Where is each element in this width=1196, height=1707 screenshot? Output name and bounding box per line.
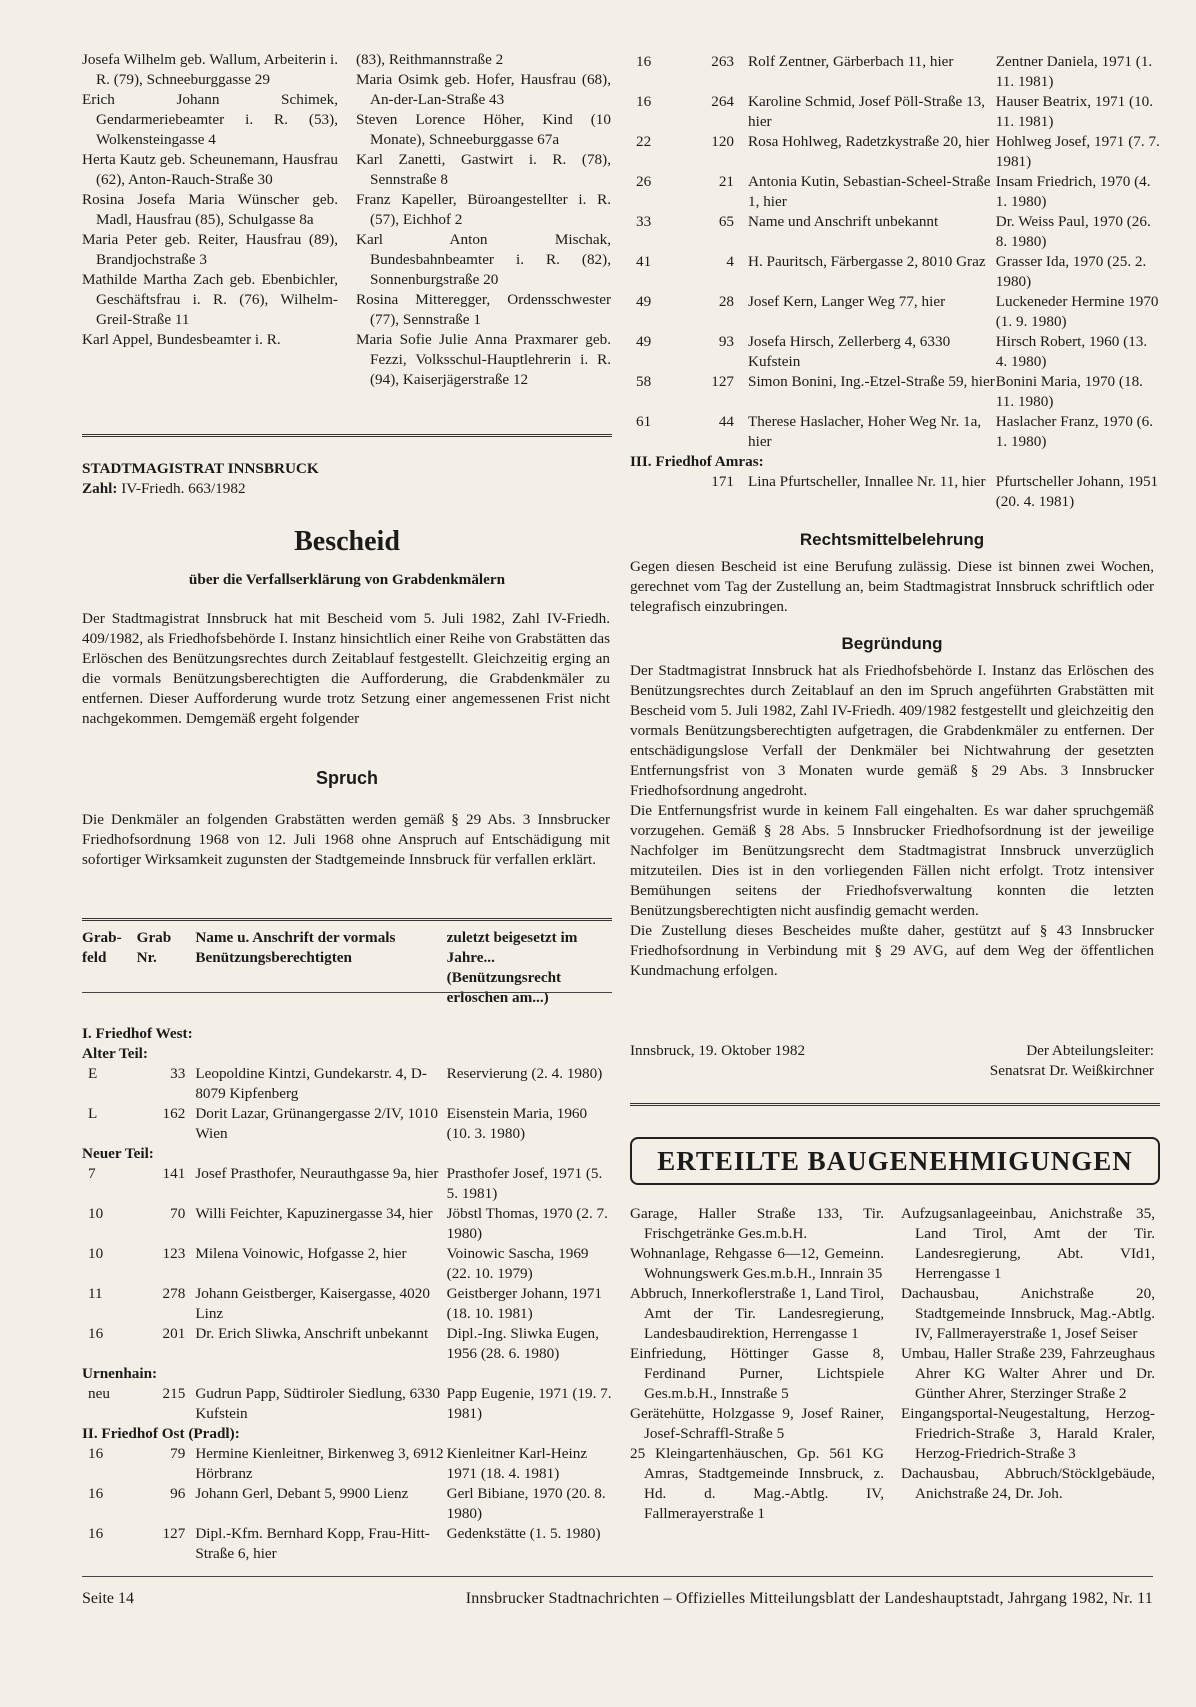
notice-title: Bescheid xyxy=(294,526,400,557)
section-label: III. Friedhof Amras: xyxy=(630,453,764,470)
cell-feld: E xyxy=(88,1065,98,1082)
header-rule xyxy=(82,992,612,993)
cell-name: Milena Voinowic, Hofgasse 2, hier xyxy=(195,1245,407,1262)
cell-name: Lina Pfurtscheller, Innallee Nr. 11, hier xyxy=(748,473,986,490)
permit-entry: Gerätehütte, Holzgasse 9, Josef Rainer, Josef-Schraffl-Straße 5 xyxy=(630,1405,884,1442)
cell-feld: 10 xyxy=(88,1205,104,1222)
cell-name: Simon Bonini, Ing.-Etzel-Straße 59, hier xyxy=(748,373,995,390)
signature-role: Der Abteilungsleiter: xyxy=(1026,1042,1154,1059)
cell-last: Eisenstein Maria, 1960 (10. 3. 1980) xyxy=(446,1105,588,1142)
obituary-entry: (83), Reithmannstraße 2 xyxy=(356,51,504,68)
cell-name: H. Pauritsch, Färbergasse 2, 8010 Graz xyxy=(748,253,986,270)
begruendung-heading: Begründung xyxy=(841,634,943,653)
table-row xyxy=(630,472,1160,512)
zahl-value: IV-Friedh. 663/1982 xyxy=(121,480,246,497)
cell-name: Josefa Hirsch, Zellerberg 4, 6330 Kufstein xyxy=(748,333,951,370)
table-section xyxy=(630,452,1160,472)
cell-nr: 127 xyxy=(711,373,734,390)
cell-nr: 171 xyxy=(711,473,734,490)
cell-nr: 65 xyxy=(718,213,734,230)
cell-name: Rosa Hohlweg, Radetzkystraße 20, hier xyxy=(748,133,990,150)
zahl-label: Zahl: xyxy=(82,480,118,497)
cell-last: Bonini Maria, 1970 (18. 11. 1980) xyxy=(995,373,1143,410)
table-section xyxy=(82,1008,612,1044)
cell-feld: 41 xyxy=(636,253,652,270)
permit-entry: 25 Kleingartenhäuschen, Gp. 561 KG Amras, Stadtgemeinde Innsbruck, z. Hd. d. Mag.-Abtlg. IV, Fallmerayerstraße 1 xyxy=(630,1445,884,1522)
cell-name: Antonia Kutin, Sebastian-Scheel-Straße 1, hier xyxy=(748,173,991,210)
bau-column-2 xyxy=(901,1204,1155,1504)
begruendung-p1: Der Stadtmagistrat Innsbruck hat als Friedhofsbehörde I. Instanz das Erlöschen des Benützungsrechtes durch Zeitablauf an den im Spruch angeführten Grabstätten mit Bescheid vom 5. Juli 1982, Zahl IV-Friedh. 409/1982 festgestellt und gleichzeitig den vormals Benützungsberechtigten aufgetragen, die Grabdenkmäler zu entfernen. Der entschädigungslose Verfall der Denkmäler bei Nichtwahrung der gesetzten Entfernungsfrist von 3 Monaten wurde gemäß § 29 Abs. 3 Innsbrucker Friedhofsordnung angedroht. xyxy=(630,662,1154,799)
cell-feld xyxy=(630,472,684,512)
cell-nr: 93 xyxy=(718,333,734,350)
cell-feld: 16 xyxy=(636,93,652,110)
signature-name: Senatsrat Dr. Weißkirchner xyxy=(989,1062,1154,1079)
table-row xyxy=(82,1244,612,1284)
cell-feld: 16 xyxy=(88,1525,104,1542)
cell-last: Dr. Weiss Paul, 1970 (26. 8. 1980) xyxy=(995,213,1151,250)
cell-last: Insam Friedrich, 1970 (4. 1. 1980) xyxy=(995,173,1151,210)
obituary-entry: Rosina Mitteregger, Ordensschwester (77), Sennstraße 1 xyxy=(356,291,611,328)
table-row xyxy=(82,1384,612,1424)
table-section xyxy=(82,1044,612,1064)
cell-nr: 33 xyxy=(170,1065,186,1082)
spruch-heading: Spruch xyxy=(315,768,378,788)
cell-feld: 11 xyxy=(88,1285,103,1302)
permit-entry: Wohnanlage, Rehgasse 6—12, Gemeinn. Wohnungswerk Ges.m.b.H., Innrain 35 xyxy=(630,1245,884,1282)
table-top-rule xyxy=(82,918,612,921)
cell-feld: 10 xyxy=(88,1245,104,1262)
obituary-entry: Mathilde Martha Zach geb. Ebenbichler, Geschäftsfrau i. R. (76), Wilhelm-Greil-Straße 11 xyxy=(82,271,338,328)
cell-feld: L xyxy=(88,1105,98,1122)
obituary-entry: Rosina Josefa Maria Wünscher geb. Madl, Hausfrau (85), Schulgasse 8a xyxy=(82,191,338,228)
table-section xyxy=(82,1144,612,1164)
cell-name: Karoline Schmid, Josef Pöll-Straße 13, hier xyxy=(748,93,986,130)
cell-nr: 201 xyxy=(162,1325,186,1342)
notice-zahl xyxy=(82,479,612,499)
table-row xyxy=(630,172,1160,212)
table-row xyxy=(82,1284,612,1324)
table-row xyxy=(82,1444,612,1484)
cell-feld: 22 xyxy=(636,133,652,150)
notice-subtitle: über die Verfallserklärung von Grabdenkmälern xyxy=(188,571,506,588)
cell-feld: 49 xyxy=(636,293,652,310)
table-section xyxy=(82,1364,612,1384)
table-section xyxy=(82,1424,612,1444)
cell-name: Johann Gerl, Debant 5, 9900 Lienz xyxy=(195,1485,409,1502)
section-label: Alter Teil: xyxy=(82,1045,148,1062)
cell-feld: 16 xyxy=(88,1445,104,1462)
table-row xyxy=(82,1104,612,1144)
header-nr: Grab Nr. xyxy=(136,929,172,966)
cell-nr: 79 xyxy=(170,1445,186,1462)
cell-last: Jöbstl Thomas, 1970 (2. 7. 1980) xyxy=(446,1205,608,1242)
bottom-rule xyxy=(82,1576,1153,1577)
obituary-entry: Karl Anton Mischak, Bundesbahnbeamter i. R. (82), Sonnenburgstraße 20 xyxy=(356,231,611,288)
rechtsmittel-heading: Rechtsmittelbelehrung xyxy=(799,530,985,549)
cell-last: Geistberger Johann, 1971 (18. 10. 1981) xyxy=(446,1285,603,1322)
spruch-text: Die Denkmäler an folgenden Grabstätten werden gemäß § 29 Abs. 3 Innsbrucker Friedhofsordnung 1968 von 12. Juli 1968 ohne Anspruch auf Entschädigung mit sofortiger Wirksamkeit zugunsten der Stadtgemeinde Innsbruck für verfallen erklärt. xyxy=(82,811,610,868)
header-feld: Grab- feld xyxy=(82,929,122,966)
cell-name: Rolf Zentner, Gärberbach 11, hier xyxy=(748,53,954,70)
table-row xyxy=(630,372,1160,412)
cell-last: Zentner Daniela, 1971 (1. 11. 1981) xyxy=(995,53,1153,90)
cell-nr: 123 xyxy=(162,1245,186,1262)
obituary-entry: Erich Johann Schimek, Gendarmeriebeamter i. R. (53), Wolkensteingasse 4 xyxy=(82,91,338,148)
cell-nr: 70 xyxy=(170,1205,186,1222)
cell-nr: 141 xyxy=(162,1165,186,1182)
cell-feld: 49 xyxy=(636,333,652,350)
begruendung-p2: Die Entfernungsfrist wurde in keinem Fall eingehalten. Es war daher spruchgemäß vorzugehen. Gemäß § 28 Abs. 5 Innsbrucker Friedhofsordnung ist der jeweilige Nachfolger im Benützungsrecht dem Stadtmagistrat Innsbruck unverzüglich mitzuteilen. Dies ist in den vorliegenden Fällen nicht erfolgt. Trotz intensiver Bemühungen seitens der Friedhofsverwaltung konnten die letzten Benützungsberechtigten nicht ausfindig gemacht werden. xyxy=(630,802,1154,919)
section-label: I. Friedhof West: xyxy=(82,1025,193,1042)
table-row xyxy=(630,132,1160,172)
cell-feld: 16 xyxy=(88,1325,104,1342)
cell-last: Haslacher Franz, 1970 (6. 1. 1980) xyxy=(995,413,1154,450)
header-last: zuletzt beigesetzt im Jahre... (Benützungsrecht erloschen am...) xyxy=(446,929,578,1006)
cell-nr: 263 xyxy=(711,53,734,70)
obituary-entry: Steven Lorence Höher, Kind (10 Monate), Schneeburggasse 67a xyxy=(356,111,611,148)
cell-name: Willi Feichter, Kapuzinergasse 34, hier xyxy=(195,1205,433,1222)
divider-right xyxy=(630,1103,1160,1106)
notice-issuer: STADTMAGISTRAT INNSBRUCK xyxy=(82,460,319,477)
cell-feld: neu xyxy=(88,1385,110,1402)
table-row xyxy=(630,252,1160,292)
cell-nr: 127 xyxy=(162,1525,186,1542)
obituary-entry: Herta Kautz geb. Scheunemann, Hausfrau (62), Anton-Rauch-Straße 30 xyxy=(82,151,338,188)
permit-entry: Eingangsportal-Neugestaltung, Herzog-Friedrich-Straße 3, Harald Kraler, Herzog-Friedrich-Straße 3 xyxy=(901,1405,1155,1462)
table-row xyxy=(630,412,1160,452)
cell-name: Leopoldine Kintzi, Gundekarstr. 4, D-8079 Kipfenberg xyxy=(195,1065,427,1102)
bau-column-1 xyxy=(630,1204,884,1524)
cell-last: Pfurtscheller Johann, 1951 (20. 4. 1981) xyxy=(995,473,1159,510)
obituary-entry: Maria Osimk geb. Hofer, Hausfrau (68), An-der-Lan-Straße 43 xyxy=(356,71,611,108)
table-row xyxy=(82,1484,612,1524)
cell-name: Hermine Kienleitner, Birkenweg 3, 6912 Hörbranz xyxy=(195,1445,444,1482)
obituary-entry: Maria Sofie Julie Anna Praxmarer geb. Fezzi, Volksschul-Hauptlehrerin i. R. (94), Kaiserjägerstraße 12 xyxy=(356,331,611,388)
table-row xyxy=(82,1064,612,1104)
cell-last: Prasthofer Josef, 1971 (5. 5. 1981) xyxy=(446,1165,603,1202)
obituary-column-1 xyxy=(82,50,338,350)
cell-name: Name und Anschrift unbekannt xyxy=(748,213,939,230)
header-name: Name u. Anschrift der vormals Benützungsberechtigten xyxy=(195,929,396,966)
cell-nr: 44 xyxy=(718,413,734,430)
table-row xyxy=(630,212,1160,252)
cell-name: Dorit Lazar, Grünangergasse 2/IV, 1010 Wien xyxy=(195,1105,438,1142)
cell-nr: 120 xyxy=(711,133,734,150)
table-row xyxy=(82,1524,612,1564)
begruendung-body xyxy=(630,661,1154,981)
cell-last: Reservierung (2. 4. 1980) xyxy=(446,1065,603,1082)
begruendung-p3: Die Zustellung dieses Bescheides mußte daher, gestützt auf § 43 Innsbrucker Friedhofsordnung in Verbindung mit § 29 AVG, auf dem Weg der öffentlichen Kundmachung erfolgen. xyxy=(630,922,1154,979)
table-row xyxy=(82,1164,612,1204)
cell-feld: 33 xyxy=(636,213,652,230)
cell-feld: 58 xyxy=(636,373,652,390)
table-row xyxy=(630,52,1160,92)
obituary-entry: Karl Appel, Bundesbeamter i. R. xyxy=(82,331,281,348)
cell-last: Hohlweg Josef, 1971 (7. 7. 1981) xyxy=(995,133,1160,170)
cell-last: Voinowic Sascha, 1969 (22. 10. 1979) xyxy=(446,1245,589,1282)
cell-nr: 264 xyxy=(711,93,734,110)
baugenehmigungen-title: ERTEILTE BAUGENEHMIGUNGEN xyxy=(630,1137,1160,1185)
cell-nr: 215 xyxy=(162,1385,186,1402)
cell-nr: 162 xyxy=(162,1105,186,1122)
obituary-entry: Josefa Wilhelm geb. Wallum, Arbeiterin i. R. (79), Schneeburggasse 29 xyxy=(82,51,338,88)
permit-entry: Garage, Haller Straße 133, Tir. Frischgetränke Ges.m.b.H. xyxy=(630,1205,884,1242)
divider xyxy=(82,434,612,437)
cell-name: Gudrun Papp, Südtiroler Siedlung, 6330 Kufstein xyxy=(195,1385,441,1422)
cell-nr: 28 xyxy=(718,293,734,310)
section-label: Urnenhain: xyxy=(82,1365,158,1382)
cell-name: Josef Kern, Langer Weg 77, hier xyxy=(748,293,946,310)
cell-last: Luckeneder Hermine 1970 (1. 9. 1980) xyxy=(995,293,1159,330)
cell-name: Dipl.-Kfm. Bernhard Kopp, Frau-Hitt-Straße 6, hier xyxy=(195,1525,430,1562)
table-row xyxy=(82,1324,612,1364)
cell-nr: 21 xyxy=(718,173,734,190)
graves-table-left xyxy=(82,928,612,1564)
permit-entry: Abbruch, Innerkoflerstraße 1, Land Tirol, Amt der Tir. Landesregierung, Landesbaudirektion, Herrengasse 1 xyxy=(630,1285,884,1342)
cell-name: Johann Geistberger, Kaisergasse, 4020 Linz xyxy=(195,1285,430,1322)
permit-entry: Dachausbau, Abbruch/Stöcklgebäude, Anichstraße 24, Dr. Joh. xyxy=(901,1465,1155,1502)
notice-intro: Der Stadtmagistrat Innsbruck hat mit Bescheid vom 5. Juli 1982, Zahl IV-Friedh. 409/1982, als Friedhofsbehörde I. Instanz hinsichtlich einer Reihe von Grabstätten das Erlöschen des Benützungsrechtes durch Zeitablauf festgestellt. Gleichzeitig erging an die vormals Benützungsberechtigten die Aufforderung, die Grabdenkmäler zu entfernen. Dieser Aufforderung wurde trotz Setzung einer angemessenen Frist nicht nachgekommen. Demgemäß ergeht folgender xyxy=(82,610,610,727)
section-label: II. Friedhof Ost (Pradl): xyxy=(82,1425,240,1442)
obituary-entry: Maria Peter geb. Reiter, Hausfrau (89), Brandjochstraße 3 xyxy=(82,231,338,268)
cell-feld: 16 xyxy=(88,1485,104,1502)
cell-nr: 96 xyxy=(170,1485,186,1502)
graves-table-right xyxy=(630,52,1160,512)
permit-entry: Aufzugsanlageeinbau, Anichstraße 35, Land Tirol, Amt der Tir. Landesregierung, Abt. VId1, Herrengasse 1 xyxy=(901,1205,1155,1282)
obituary-entry: Karl Zanetti, Gastwirt i. R. (78), Sennstraße 8 xyxy=(356,151,611,188)
footer-publication: Innsbrucker Stadtnachrichten – Offizielles Mitteilungsblatt der Landeshauptstadt, Jahrgang 1982, Nr. 11 xyxy=(465,1590,1153,1607)
table-header xyxy=(82,928,612,1008)
obituary-column-2 xyxy=(356,50,611,390)
cell-feld: 16 xyxy=(636,53,652,70)
cell-last: Gedenkstätte (1. 5. 1980) xyxy=(446,1525,601,1542)
table-row xyxy=(630,292,1160,332)
cell-name: Therese Haslacher, Hoher Weg Nr. 1a, hier xyxy=(748,413,982,450)
cell-name: Josef Prasthofer, Neurauthgasse 9a, hier xyxy=(195,1165,439,1182)
permit-entry: Dachausbau, Anichstraße 20, Stadtgemeinde Innsbruck, Mag.-Abtlg. IV, Fallmerayerstraße 1, Josef Seiser xyxy=(901,1285,1155,1342)
cell-last: Kienleitner Karl-Heinz 1971 (18. 4. 1981) xyxy=(446,1445,588,1482)
cell-last: Dipl.-Ing. Sliwka Eugen, 1956 (28. 6. 1980) xyxy=(446,1325,599,1362)
obituary-entry: Franz Kapeller, Büroangestellter i. R. (57), Eichhof 2 xyxy=(356,191,611,228)
permit-entry: Einfriedung, Höttinger Gasse 8, Ferdinand Purner, Lichtspiele Ges.m.b.H., Innstraße 5 xyxy=(630,1345,884,1402)
cell-last: Hauser Beatrix, 1971 (10. 11. 1981) xyxy=(995,93,1154,130)
cell-last: Hirsch Robert, 1960 (13. 4. 1980) xyxy=(995,333,1148,370)
signature-place-date: Innsbruck, 19. Oktober 1982 xyxy=(630,1042,806,1059)
cell-feld: 26 xyxy=(636,173,652,190)
cell-feld: 61 xyxy=(636,413,652,430)
footer-page: Seite 14 xyxy=(82,1590,134,1607)
cell-feld: 7 xyxy=(88,1165,96,1182)
cell-last: Papp Eugenie, 1971 (19. 7. 1981) xyxy=(446,1385,612,1422)
table-row xyxy=(630,332,1160,372)
rechtsmittel-text: Gegen diesen Bescheid ist eine Berufung zulässig. Diese ist binnen zwei Wochen, gerechnet vom Tag der Zustellung an, beim Stadtmagistrat Innsbruck schriftlich oder telegrafisch einzubringen. xyxy=(630,558,1154,615)
cell-last: Gerl Bibiane, 1970 (20. 8. 1980) xyxy=(446,1485,606,1522)
permit-entry: Umbau, Haller Straße 239, Fahrzeughaus Ahrer KG Walter Ahrer und Dr. Günther Ahrer, Sterzinger Straße 2 xyxy=(901,1345,1155,1402)
cell-last: Grasser Ida, 1970 (25. 2. 1980) xyxy=(995,253,1147,290)
cell-name: Dr. Erich Sliwka, Anschrift unbekannt xyxy=(195,1325,429,1342)
table-row xyxy=(82,1204,612,1244)
cell-nr: 4 xyxy=(726,253,734,270)
table-row xyxy=(630,92,1160,132)
section-label: Neuer Teil: xyxy=(82,1145,154,1162)
cell-nr: 278 xyxy=(162,1285,186,1302)
